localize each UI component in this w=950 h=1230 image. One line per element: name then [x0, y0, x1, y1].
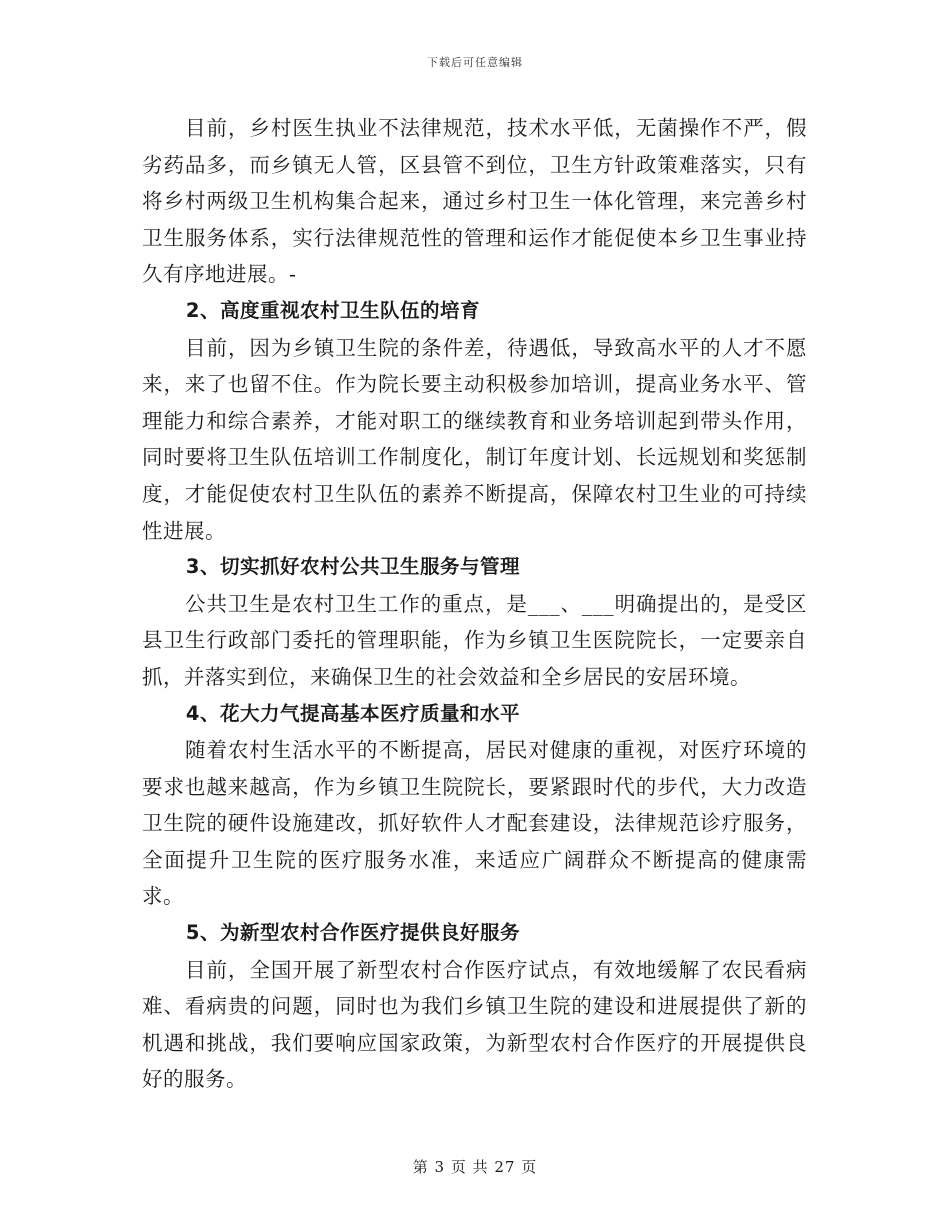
section-heading-2: 2、高度重视农村卫生队伍的培育: [185, 298, 480, 322]
section-heading-5: 5、为新型农村合作医疗提供良好服务: [185, 921, 520, 945]
paragraph-intro: 目前，乡村医生执业不法律规范，技术水平低，无菌操作不严，假劣药品多，而乡镇无人管，区县管不到位，卫生方针政策难落实，只有将乡村两级卫生机构集合起来，通过乡村卫生一体化管理，来完善乡村卫生服务体系，实行法律规范性的管理和运作才能促使本乡卫生事业持久有序地进展。-: [142, 116, 807, 287]
header-note: 下载后可任意编辑: [427, 56, 523, 69]
document-body: [142, 110, 807, 1098]
page-number: 第 3 页 共 27 页: [412, 1158, 538, 1176]
paragraph-section-4: 随着农村生活水平的不断提高，居民对健康的重视，对医疗环境的要求也越来越高，作为乡镇卫生院院长，要紧跟时代的步代，大力改造卫生院的硬件设施建改，抓好软件人才配套建设，法律规范诊疗服务，全面提升卫生院的医疗服务水准，来适应广阔群众不断提高的健康需求。: [142, 738, 807, 909]
section-heading-3: 3、切实抓好农村公共卫生服务与管理: [185, 555, 520, 579]
paragraph-section-3: 公共卫生是农村卫生工作的重点，是___、___明确提出的，是受区县卫生行政部门委托的管理职能，作为乡镇卫生医院院长，一定要亲自抓，并落实到位，来确保卫生的社会效益和全乡居民的安居环境。: [142, 591, 807, 689]
section-heading-4: 4、花大力气提高基本医疗质量和水平: [185, 701, 520, 725]
paragraph-section-2: 目前，因为乡镇卫生院的条件差，待遇低，导致高水平的人才不愿来，来了也留不住。作为院长要主动积极参加培训，提高业务水平、管理能力和综合素养，才能对职工的继续教育和业务培训起到带头作用，同时要将卫生队伍培训工作制度化，制订年度计划、长远规划和奖惩制度，才能促使农村卫生队伍的素养不断提高，保障农村卫生业的可持续性进展。: [142, 335, 807, 543]
paragraph-section-5: 目前，全国开展了新型农村合作医疗试点，有效地缓解了农民看病难、看病贵的问题，同时也为我们乡镇卫生院的建设和进展提供了新的机遇和挑战，我们要响应国家政策，为新型农村合作医疗的开展提供良好的服务。: [142, 957, 807, 1092]
